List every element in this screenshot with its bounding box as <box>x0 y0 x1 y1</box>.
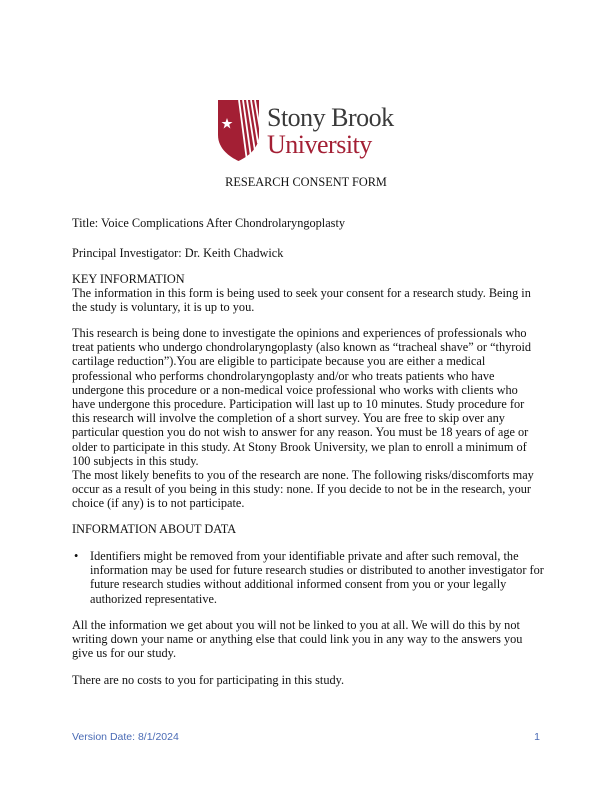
benefits-risks-paragraph: The most likely benefits to you of the research are none. The following risks/discomforts may occur as a result of you being in this study: none. If you decide to not be in the research, your choice (if any) is to not participate. <box>72 468 534 511</box>
data-information-heading: INFORMATION ABOUT DATA <box>72 522 237 536</box>
costs-paragraph: There are no costs to you for participating in this study. <box>72 673 345 687</box>
key-information-heading: KEY INFORMATION <box>72 272 185 286</box>
version-date: Version Date: 8/1/2024 <box>72 731 179 743</box>
research-description-paragraph: This research is being done to investigate the opinions and experiences of professionals who treat patients who undergo chondrolaryngoplasty (also known as “tracheal shave” or “thyroid cartilage reduction”).You are eligible to participate because you are either a medical professional who performs chondrolaryngoplasty and/or who treats patients who have undergone this procedure or a non-medical voice professional who works with clients who have undergone this procedure. Participation will last up to 10 minutes. Study procedure for this research will involve the completion of a short survey. You are free to skip over any particular question you do not wish to answer for any reason. You must be 18 years of age or older to participate in this study. At Stony Brook University, we plan to enroll a minimum of 100 subjects in this study. <box>72 326 532 468</box>
logo-name-line2: University <box>267 130 372 159</box>
form-title: RESEARCH CONSENT FORM <box>225 175 387 189</box>
study-title: Title: Voice Complications After Chondrolaryngoplasty <box>72 216 346 230</box>
data-bullet-list <box>72 549 544 606</box>
bullet-icon: • <box>74 549 79 563</box>
list-item-text: Identifiers might be removed from your identifiable private and after such removal, the information may be used for future research studies or distributed to another investigator for future research studies without additional informed consent from you or your legally authorized representative. <box>90 549 544 606</box>
data-linking-paragraph: All the information we get about you will not be linked to you at all. We will do this by not writing down your name or anything else that could link you in any way to the answers you give us for our study. <box>72 618 523 661</box>
page-number: 1 <box>534 731 540 743</box>
logo-name-line1: Stony Brook <box>267 103 394 132</box>
shield-star-icon <box>217 97 261 163</box>
university-logo <box>217 97 397 163</box>
list-item <box>72 549 544 606</box>
key-information-intro: The information in this form is being used to seek your consent for a research study. Being in the study is voluntary, it is up to you. <box>72 286 531 315</box>
principal-investigator: Principal Investigator: Dr. Keith Chadwick <box>72 246 284 260</box>
